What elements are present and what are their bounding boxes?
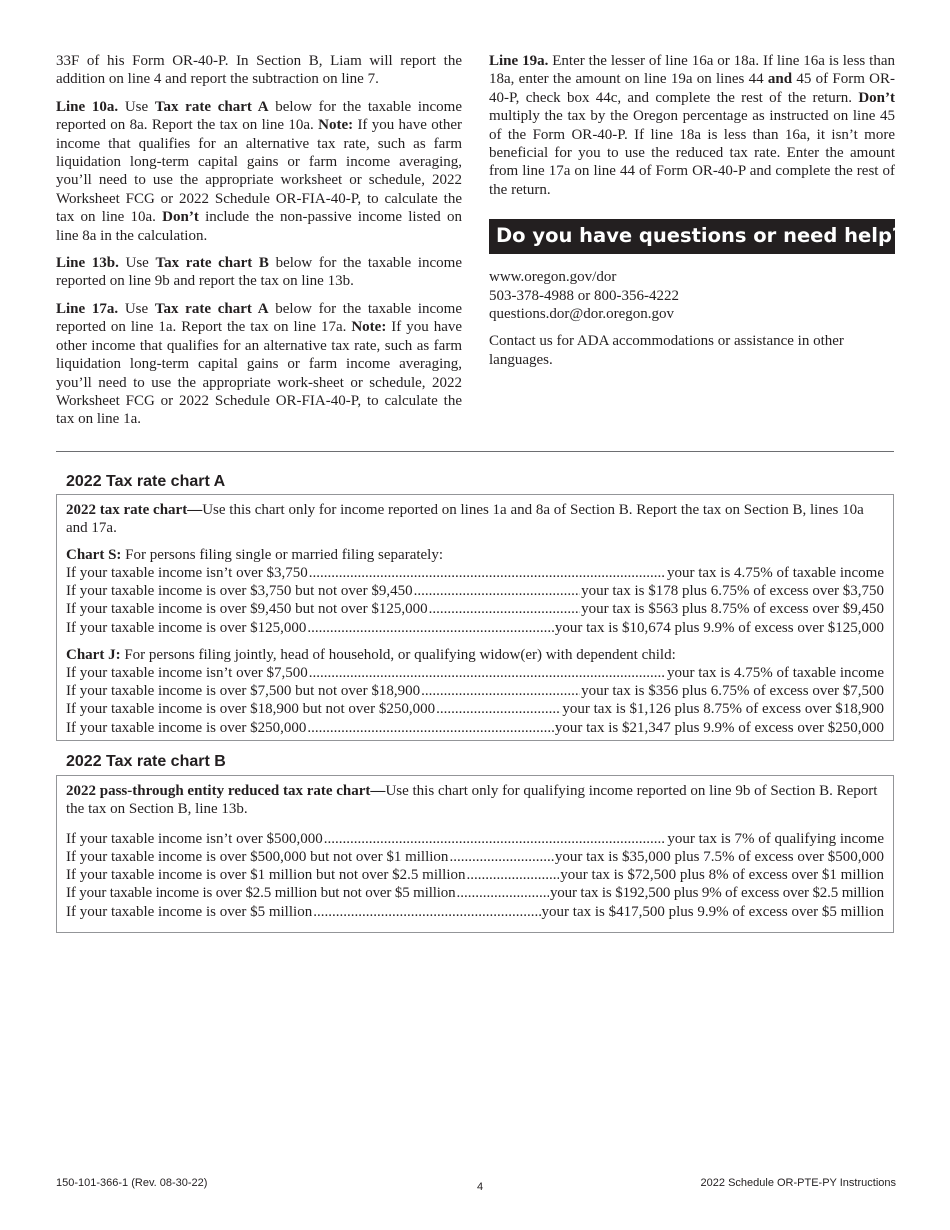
dot-leader — [313, 903, 540, 921]
chart-a-intro-text: Use this chart only for income reported on lines 1a and 8a of Section B. Report the tax on Section B, lines 10a and 17a. — [66, 502, 864, 537]
dot-leader — [429, 600, 581, 618]
chart-s — [66, 546, 884, 637]
row-result: your tax is 7% of qualifying income — [667, 830, 884, 847]
help-heading: Do you have questions or need help? — [489, 219, 895, 254]
tax-row — [66, 564, 884, 582]
tax-row — [66, 600, 884, 618]
line-10a-text: Use — [124, 98, 149, 115]
tax-row — [66, 830, 884, 848]
dot-leader — [414, 582, 581, 600]
tax-row — [66, 866, 884, 884]
chart-b-intro-text: Use this chart only for qualifying income reported on line 9b of Section B. Report the tax on Section B, line 13b. — [66, 783, 878, 818]
row-condition: If your taxable income is over $7,500 but not over $18,900 — [66, 683, 421, 700]
row-result: your tax is $192,500 plus 9% of excess over $2.5 million — [549, 885, 884, 902]
line-13b-text: below for the taxable income reported on line 9b and report the tax on line 13b. — [56, 255, 462, 290]
chart-a-intro-label: 2022 tax rate chart— — [66, 502, 203, 518]
chart-s-label: Chart S: — [66, 546, 122, 563]
row-condition: If your taxable income is over $250,000 — [66, 719, 307, 736]
row-result: your tax is $356 plus 6.75% of excess over $7,500 — [581, 683, 884, 700]
document-title: 2022 Schedule OR-PTE-PY Instructions — [700, 1177, 896, 1189]
chart-b-title: 2022 Tax rate chart B — [66, 753, 226, 770]
chart-a-title: 2022 Tax rate chart A — [66, 473, 226, 490]
line-13b-label: Line 13b. — [56, 255, 119, 272]
tax-row — [66, 719, 884, 737]
line-19a-paragraph — [489, 52, 895, 199]
row-condition: If your taxable income isn’t over $7,500 — [66, 664, 308, 681]
row-condition: If your taxable income is over $3,750 but not over $9,450 — [66, 583, 413, 600]
tax-row — [66, 700, 884, 718]
contact-info — [489, 268, 895, 323]
dot-leader — [324, 830, 667, 848]
line-13b-text: Use — [125, 255, 149, 272]
row-condition: If your taxable income isn’t over $500,000 — [66, 830, 323, 847]
line-10a-paragraph — [56, 98, 462, 245]
row-result: your tax is 4.75% of taxable income — [666, 565, 884, 582]
dot-leader — [456, 884, 548, 902]
row-condition: If your taxable income is over $9,450 but not over $125,000 — [66, 601, 428, 618]
row-result: your tax is $1,126 plus 8.75% of excess over $18,900 — [562, 701, 884, 718]
row-condition: If your taxable income is over $2.5 million but not over $5 million — [66, 885, 456, 902]
dot-leader — [436, 700, 561, 718]
dont-label: Don’t — [162, 209, 199, 226]
row-result: your tax is $563 plus 8.75% of excess over $9,450 — [581, 601, 884, 618]
dot-leader — [421, 682, 580, 700]
right-column — [489, 52, 904, 378]
row-condition: If your taxable income is over $18,900 but not over $250,000 — [66, 701, 436, 718]
tax-row — [66, 884, 884, 902]
website-link[interactable]: www.oregon.gov/dor — [489, 269, 617, 286]
chart-j-label: Chart J: — [66, 646, 121, 663]
row-condition: If your taxable income isn’t over $3,750 — [66, 565, 308, 582]
dont-label: Don’t — [858, 89, 896, 106]
row-result: your tax is 4.75% of taxable income — [666, 664, 884, 681]
tax-row — [66, 619, 884, 637]
email-link[interactable]: questions.dor@dor.oregon.gov — [489, 306, 675, 323]
row-result: your tax is $178 plus 6.75% of excess over $3,750 — [581, 583, 884, 600]
dot-leader — [467, 866, 560, 884]
note-label: Note: — [351, 319, 387, 336]
line-17a-text: Use — [124, 300, 149, 317]
dot-leader — [307, 619, 554, 637]
line-17a-paragraph — [56, 300, 462, 429]
dot-leader — [449, 848, 553, 866]
page-number: 4 — [476, 1181, 484, 1193]
tax-row — [66, 664, 884, 682]
intro-paragraph: 33F of his Form OR-40-P. In Section B, Liam will report the addition on line 4 and report the subtraction on line 7. — [56, 53, 462, 88]
row-result: your tax is $21,347 plus 9.9% of excess over $250,000 — [554, 719, 884, 736]
phone-numbers: 503-378-4988 or 800-356-4222 — [489, 287, 679, 304]
tax-row — [66, 682, 884, 700]
chart-s-heading — [66, 546, 884, 564]
form-number: 150-101-366-1 (Rev. 08-30-22) — [56, 1177, 208, 1189]
line-17a-text: If you have other income that qualifies for an alternative tax rate, such as farm liquidation long-term capital gains or farm income averaging, you’ll need to use the appropriate work-sheet or schedule, 2022 Worksheet FCG or 2022 Schedule OR-FIA-40-P, to calculate the tax on line 1a. — [56, 319, 463, 428]
tax-row — [66, 848, 884, 866]
chart-j-heading — [66, 646, 884, 664]
line-19a-text: 45 of Form OR-40-P, check box 44c, and complete the rest of the return. — [489, 71, 896, 106]
line-19a-label: Line 19a. — [489, 53, 549, 69]
dot-leader — [309, 664, 666, 682]
line-10a-text: include the non-passive income listed on line 8a in the calculation. — [56, 209, 462, 244]
section-divider — [56, 451, 894, 452]
row-result: your tax is $417,500 plus 9.9% of excess over $5 million — [541, 903, 884, 920]
dot-leader — [307, 719, 554, 737]
note-label: Note: — [318, 117, 354, 134]
line-17a-label: Line 17a. — [56, 300, 119, 317]
chart-a-box — [56, 494, 894, 741]
chart-reference: Tax rate chart A — [154, 300, 269, 317]
line-10a-text: below for the taxable income reported on 8a. Report the tax on line 10a. — [56, 98, 462, 134]
row-condition: If your taxable income is over $5 million — [66, 903, 313, 920]
left-column — [56, 52, 462, 438]
line-19a-text: multiply the tax by the Oregon percentage as instructed on line 45 of the Form OR-40-P. If line 18a is less than 16a, it isn’t more beneficial for you to use the reduced tax rate. Enter the amount from line 17a on line 44 of Form OR-40-P and complete the rest of the return. — [489, 108, 895, 198]
row-result: your tax is $72,500 plus 8% of excess over $1 million — [560, 867, 884, 884]
row-condition: If your taxable income is over $500,000 but not over $1 million — [66, 849, 449, 865]
chart-reference: Tax rate chart A — [154, 98, 269, 115]
row-result: your tax is $10,674 plus 9.9% of excess over $125,000 — [554, 619, 884, 636]
row-result: your tax is $35,000 plus 7.5% of excess over $500,000 — [554, 849, 884, 865]
and-label: and — [767, 71, 793, 88]
tax-row — [66, 582, 884, 600]
chart-s-description: For persons filing single or married filing separately: — [125, 546, 444, 563]
dot-leader — [309, 564, 666, 582]
row-condition: If your taxable income is over $1 million but not over $2.5 million — [66, 867, 466, 884]
chart-j-description: For persons filing jointly, head of household, or qualifying widow(er) with dependent child: — [124, 646, 676, 663]
row-condition: If your taxable income is over $125,000 — [66, 619, 307, 636]
chart-b-intro-label: 2022 pass-through entity reduced tax rate chart— — [66, 783, 386, 799]
tax-row — [66, 903, 884, 921]
line-17a-text: below for the taxable income reported on line 1a. Report the tax on line 17a. — [56, 300, 462, 336]
chart-b-box — [56, 775, 894, 933]
line-13b-paragraph — [56, 254, 462, 291]
chart-a-intro — [66, 501, 884, 538]
ada-note: Contact us for ADA accommodations or assistance in other languages. — [489, 333, 844, 368]
chart-b-intro — [66, 782, 884, 819]
line-10a-text: If you have other income that qualifies for an alternative tax rate, such as farm liquidation long-term capital gains or farm income averaging, you’ll need to use the appropriate worksheet or schedule, 2022 Worksheet FCG or 2022 Schedule OR-FIA-40-P, to calculate the tax on line 10a. — [56, 117, 463, 226]
chart-reference: Tax rate chart B — [155, 255, 269, 272]
line-10a-label: Line 10a. — [56, 98, 119, 115]
chart-j — [66, 646, 884, 737]
line-19a-text: Enter the lesser of line 16a or 18a. If line 16a is less than 18a, enter the amount on line 19a on lines 44 — [489, 53, 895, 88]
